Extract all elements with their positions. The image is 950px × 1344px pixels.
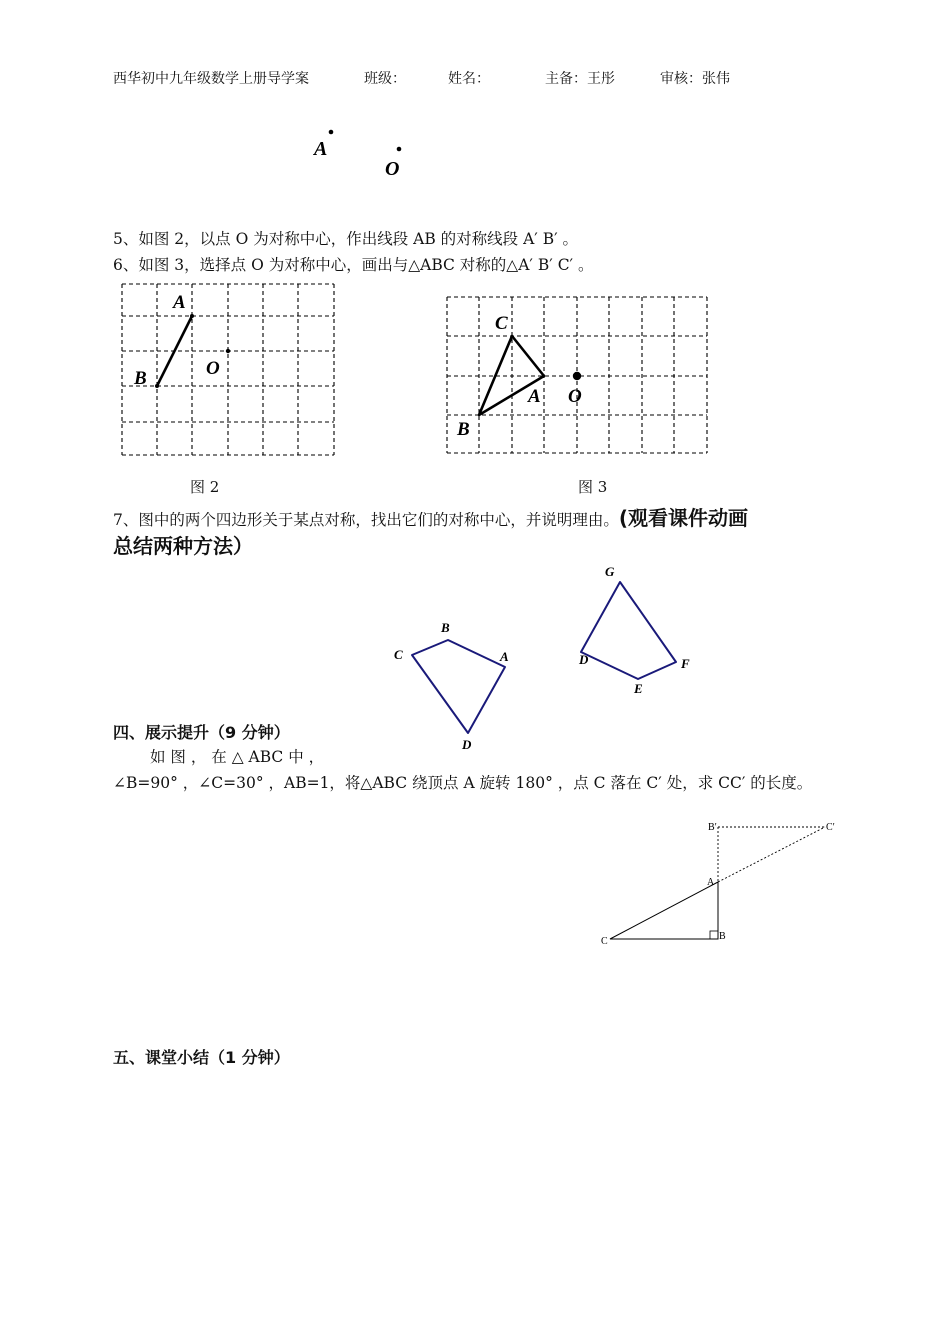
- figure-4-rotation: [595, 812, 855, 952]
- question-7-bold-2: 总结两种方法）: [113, 534, 253, 558]
- label-b: B: [441, 620, 450, 635]
- point-o-label: O: [385, 158, 400, 180]
- triangle-abc: [610, 882, 718, 939]
- quad-defg: [581, 582, 676, 679]
- label-f: F: [681, 656, 690, 671]
- preparer-label: 主备：王彤: [545, 71, 615, 87]
- label-b: B: [719, 931, 726, 942]
- label-e: E: [634, 681, 643, 696]
- section-4-title: 四、展示提升（9 分钟）: [113, 723, 290, 742]
- label-g: G: [605, 564, 615, 579]
- name-label: 姓名：: [448, 71, 490, 87]
- label-o: O: [206, 358, 220, 379]
- question-6: 6、如图 3，选择点 O 为对称中心，画出与△ABC 对称的△A′ B′ C′ 。: [113, 256, 594, 274]
- label-a: A: [173, 292, 186, 313]
- quadrilaterals-figure: [380, 560, 710, 760]
- section-4-line-2: ∠B=90° ，∠C=30° ，AB=1，将△ABC 绕顶点 A 旋转 180° ，点 C 落在 C′ 处，求 CC′ 的长度。: [113, 774, 813, 792]
- point-figure-top: [300, 120, 440, 190]
- label-a: A: [528, 386, 541, 407]
- label-b: B: [134, 368, 147, 389]
- figure-3-caption: 图 3: [578, 478, 608, 496]
- label-c: C: [394, 647, 403, 662]
- label-d: D: [462, 737, 472, 752]
- question-7-bold-1: (观看课件动画: [618, 506, 749, 530]
- question-5: 5、如图 2，以点 O 为对称中心，作出线段 AB 的对称线段 A′ B′ 。: [113, 230, 579, 248]
- label-a: A: [707, 877, 715, 888]
- figure-3-grid: [440, 290, 720, 465]
- figure-2-grid: [110, 280, 350, 465]
- label-o: O: [568, 386, 582, 407]
- section-5-title: 五、课堂小结（1 分钟）: [113, 1048, 290, 1067]
- quad-abcd: [412, 640, 505, 733]
- figure-2-caption: 图 2: [190, 478, 220, 496]
- label-a: A: [500, 649, 509, 664]
- reviewer-label: 审核：张伟: [660, 71, 730, 87]
- label-b: B: [457, 419, 470, 440]
- label-c: C: [601, 936, 608, 947]
- point-a-label: A: [314, 138, 328, 160]
- label-c-prime: C′: [826, 822, 835, 833]
- question-7: [113, 502, 748, 531]
- question-7-text: 7、图中的两个四边形关于某点对称，找出它们的对称中心，并说明理由。: [113, 511, 619, 529]
- label-b-prime: B′: [708, 822, 717, 833]
- right-angle-mark: [710, 931, 718, 939]
- label-c: C: [495, 313, 508, 334]
- point-o: [573, 372, 581, 380]
- section-4-line-1: 如 图 ， 在 △ ABC 中 ，: [150, 748, 325, 766]
- point-o: [226, 349, 230, 353]
- point-a-dot: [329, 130, 334, 135]
- grid-lines: [122, 284, 334, 455]
- point-o-dot: [397, 147, 402, 152]
- header-title: 西华初中九年级数学上册导学案: [113, 71, 309, 87]
- page-header: [113, 68, 309, 88]
- label-d2: D: [579, 652, 589, 667]
- class-label: 班级：: [364, 71, 406, 87]
